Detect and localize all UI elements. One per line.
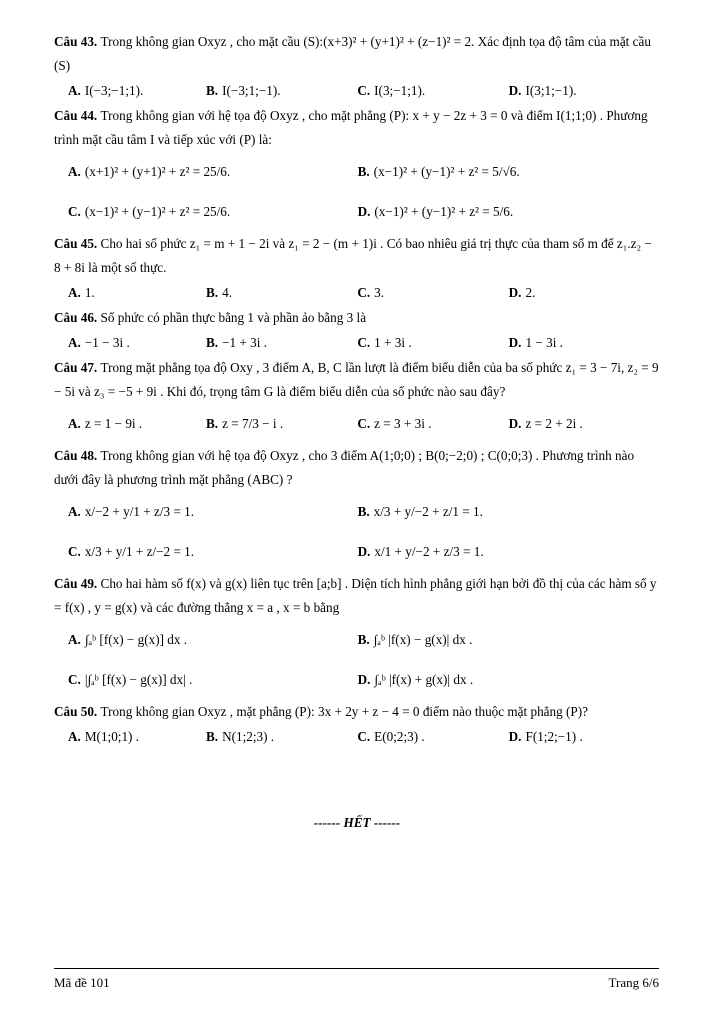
options-44-row1 xyxy=(54,152,660,192)
option-label: D. xyxy=(357,204,371,219)
option-label: D. xyxy=(508,335,522,350)
option-label: B. xyxy=(206,335,219,350)
question-number: Câu 43. xyxy=(54,34,101,49)
question-47: Câu 47. Trong mặt phẳng tọa độ Oxy , 3 điểm A, B, C lần lượt là điểm biểu diễn của ba số phức z₁ = 3 − 7i, z₂ = 9 − 5i và z₃ = −5 + 9i . Khi đó, trọng tâm G là điểm biểu diễn của số phức nào sau đây? xyxy=(54,360,659,399)
option-44-c: C. (x−1)² + (y−1)² + z² = 25/6. xyxy=(68,204,231,219)
option-label: D. xyxy=(508,83,522,98)
option-46-d: D. 1 − 3i . xyxy=(508,335,563,350)
options-48-row1 xyxy=(54,492,660,532)
question-number: Câu 46. xyxy=(54,310,101,325)
question-50: Câu 50. Trong không gian Oxyz , mặt phẳng (P): 3x + 2y + z − 4 = 0 điểm nào thuộc mặt phẳng (P)? xyxy=(54,704,588,719)
option-43-b: B. I(−3;1;−1). xyxy=(206,83,281,98)
options-49-row1 xyxy=(54,620,660,660)
page-footer xyxy=(54,968,659,991)
option-44-d: D. (x−1)² + (y−1)² + z² = 5/6. xyxy=(357,204,514,219)
option-label: A. xyxy=(68,416,81,431)
question-number: Câu 50. xyxy=(54,704,101,719)
option-48-d: D. x/1 + y/−2 + z/3 = 1. xyxy=(357,544,484,559)
option-46-a: A. −1 − 3i . xyxy=(68,335,130,350)
option-45-b: B. 4. xyxy=(206,285,232,300)
option-label: D. xyxy=(357,672,371,687)
option-label: C. xyxy=(68,672,81,687)
option-50-b: B. N(1;2;3) . xyxy=(206,729,275,744)
option-47-c: C. z = 3 + 3i . xyxy=(357,416,432,431)
option-label: B. xyxy=(206,83,219,98)
option-label: C. xyxy=(357,416,371,431)
option-48-c: C. x/3 + y/1 + z/−2 = 1. xyxy=(68,544,195,559)
question-43: Câu 43. Trong không gian Oxyz , cho mặt cầu (S):(x+3)² + (y+1)² + (z−1)² = 2. Xác định tọa độ tâm của mặt cầu (S) xyxy=(54,34,651,73)
option-label: D. xyxy=(357,544,371,559)
option-label: D. xyxy=(508,416,522,431)
options-48-row2 xyxy=(54,532,660,572)
option-label: D. xyxy=(508,285,522,300)
option-label: B. xyxy=(206,729,219,744)
option-label: C. xyxy=(357,729,371,744)
option-label: A. xyxy=(68,632,81,647)
option-48-b: B. x/3 + y/−2 + z/1 = 1. xyxy=(357,504,483,519)
exam-page xyxy=(54,30,660,830)
option-label: A. xyxy=(68,504,81,519)
end-marker: ------ HẾT ------ xyxy=(313,815,401,830)
options-47 xyxy=(54,404,660,444)
options-49-row2 xyxy=(54,660,660,700)
option-43-d: D. I(3;1;−1). xyxy=(508,83,577,98)
question-number: Câu 48. xyxy=(54,448,101,463)
options-46 xyxy=(54,330,660,356)
option-47-a: A. z = 1 − 9i . xyxy=(68,416,143,431)
option-45-c: C. 3. xyxy=(357,285,385,300)
option-44-b: B. (x−1)² + (y−1)² + z² = 5/√6. xyxy=(357,164,520,179)
question-45: Câu 45. Cho hai số phức z₁ = m + 1 − 2i và z₁ = 2 − (m + 1)i . Có bao nhiêu giá trị thực của tham số m để z₁.z₂ − 8 + 8i là một số thực. xyxy=(54,236,652,275)
option-label: B. xyxy=(357,504,370,519)
option-48-a: A. x/−2 + y/1 + z/3 = 1. xyxy=(68,504,195,519)
option-label: B. xyxy=(357,164,370,179)
question-48: Câu 48. Trong không gian với hệ tọa độ Oxyz , cho 3 điểm A(1;0;0) ; B(0;−2;0) ; C(0;0;3) . Phương trình nào dưới đây là phương trình mặt phẳng (ABC) ? xyxy=(54,448,635,487)
question-49: Câu 49. Cho hai hàm số f(x) và g(x) liên tục trên [a;b] . Diện tích hình phẳng giới hạn bởi đồ thị của các hàm số y = f(x) , y = g(x) và các đường thẳng x = a , x = b bằng xyxy=(54,576,657,615)
option-label: A. xyxy=(68,335,81,350)
options-50 xyxy=(54,724,660,750)
option-45-d: D. 2. xyxy=(508,285,536,300)
option-label: B. xyxy=(206,416,219,431)
option-50-c: C. E(0;2;3) . xyxy=(357,729,425,744)
question-46: Câu 46. Số phức có phần thực bằng 1 và phần ảo bằng 3 là xyxy=(54,310,367,325)
question-44: Câu 44. Trong không gian với hệ tọa độ Oxyz , cho mặt phẳng (P): x + y − 2z + 3 = 0 và điểm I(1;1;0) . Phương trình mặt cầu tâm I và tiếp xúc với (P) là: xyxy=(54,108,648,147)
options-45 xyxy=(54,280,660,306)
options-44-row2 xyxy=(54,192,660,232)
option-label: C. xyxy=(357,83,371,98)
option-49-d: D. ∫ₐᵇ |f(x) + g(x)| dx . xyxy=(357,672,474,687)
option-49-c: C. |∫ₐᵇ [f(x) − g(x)] dx| . xyxy=(68,672,193,687)
option-49-a: A. ∫ₐᵇ [f(x) − g(x)] dx . xyxy=(68,632,188,647)
page-number: Trang 6/6 xyxy=(608,975,659,990)
option-label: C. xyxy=(68,544,81,559)
question-number: Câu 49. xyxy=(54,576,101,591)
option-47-d: D. z = 2 + 2i . xyxy=(508,416,583,431)
option-50-a: A. M(1;0;1) . xyxy=(68,729,140,744)
option-label: A. xyxy=(68,285,81,300)
option-label: A. xyxy=(68,83,81,98)
option-label: C. xyxy=(357,285,371,300)
option-44-a: A. (x+1)² + (y+1)² + z² = 25/6. xyxy=(68,164,231,179)
exam-code: Mã đề 101 xyxy=(54,975,110,990)
option-46-b: B. −1 + 3i . xyxy=(206,335,268,350)
options-43 xyxy=(54,78,660,104)
option-43-a: A. I(−3;−1;1). xyxy=(68,83,144,98)
option-47-b: B. z = 7/3 − i . xyxy=(206,416,284,431)
option-49-b: B. ∫ₐᵇ |f(x) − g(x)| dx . xyxy=(357,632,473,647)
option-label: C. xyxy=(68,204,81,219)
option-label: B. xyxy=(206,285,219,300)
option-46-c: C. 1 + 3i . xyxy=(357,335,412,350)
question-number: Câu 47. xyxy=(54,360,101,375)
question-number: Câu 44. xyxy=(54,108,101,123)
option-50-d: D. F(1;2;−1) . xyxy=(508,729,583,744)
option-45-a: A. 1. xyxy=(68,285,95,300)
question-number: Câu 45. xyxy=(54,236,101,251)
option-label: C. xyxy=(357,335,371,350)
option-label: D. xyxy=(508,729,522,744)
option-label: B. xyxy=(357,632,370,647)
option-label: A. xyxy=(68,729,81,744)
option-label: A. xyxy=(68,164,81,179)
option-43-c: C. I(3;−1;1). xyxy=(357,83,426,98)
